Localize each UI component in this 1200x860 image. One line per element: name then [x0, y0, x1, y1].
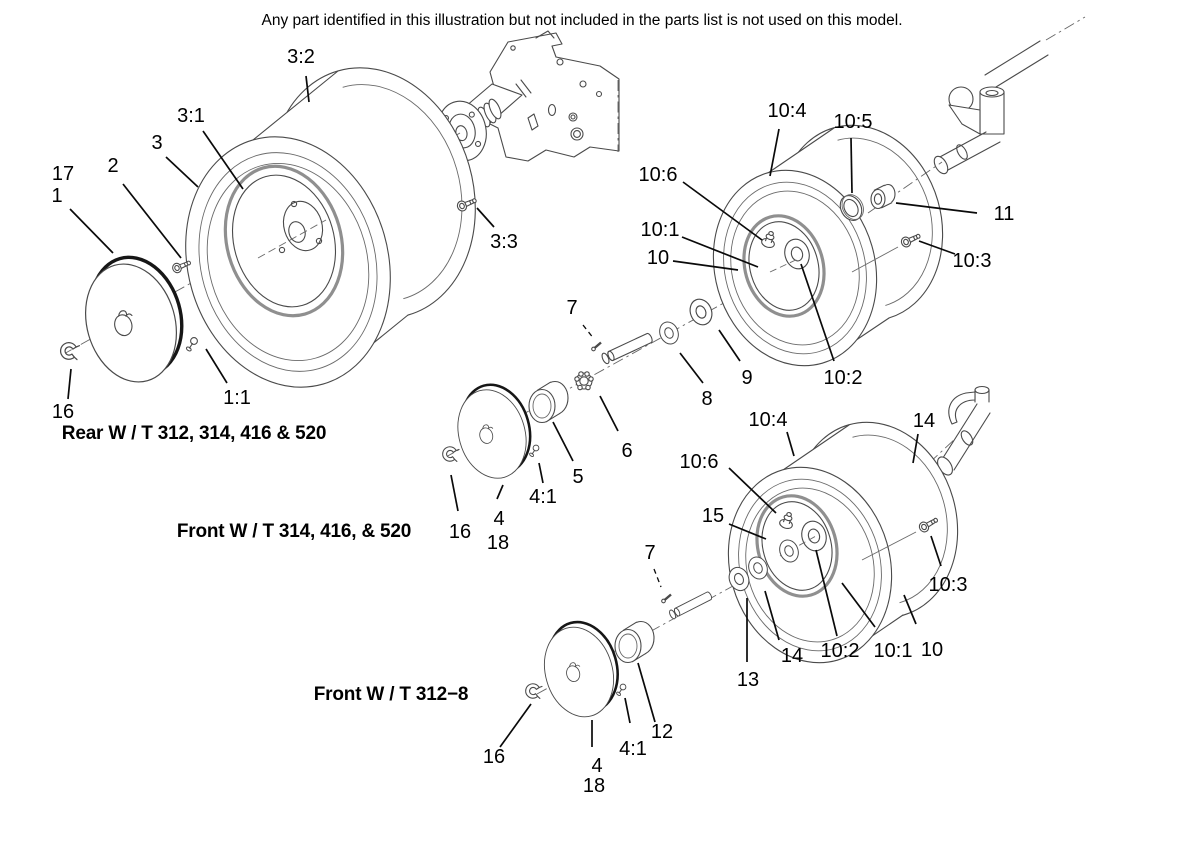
mid-valve-stem	[529, 445, 539, 457]
bottom-hub-cap	[615, 622, 654, 663]
b312-part-label-4-1: 4:1	[619, 738, 647, 760]
bottom-retaining-clip	[525, 683, 543, 700]
b312-part-label-13: 13	[736, 669, 760, 691]
rear-part-label-16: 16	[51, 401, 75, 423]
bottom-cotter-pin	[662, 595, 671, 603]
b312-part-label-10-6: 10:6	[679, 451, 719, 473]
section-caption-front-mid: Front W / T 314, 416, & 520	[176, 521, 412, 542]
b312-part-label-10-4: 10:4	[748, 409, 788, 431]
mid-part-label-10-2: 10:2	[823, 367, 863, 389]
bottom-axle-tube	[668, 591, 713, 620]
mid-washer-9	[686, 296, 715, 328]
b312-part-label-15: 15	[701, 505, 725, 527]
mid-part-label-4: 4	[493, 508, 505, 530]
mid-part-label-5: 5	[572, 466, 584, 488]
mid-part-label-10-4: 10:4	[767, 100, 807, 122]
b312-part-label-14: 14	[780, 645, 804, 667]
b312-part-label-16: 16	[482, 746, 506, 768]
mid-part-label-10-3: 10:3	[952, 250, 992, 272]
mid-wheel-half-disc	[447, 377, 541, 487]
rear-part-label-3: 3	[151, 132, 163, 154]
section-caption-rear: Rear W / T 312, 314, 416 & 520	[61, 423, 327, 444]
mid-part-label-8: 8	[701, 388, 713, 410]
b312-part-label-10-1: 10:1	[873, 640, 913, 662]
rear-part-label-1: 1	[51, 185, 63, 207]
rear-part-label-17: 17	[51, 163, 75, 185]
mid-washer-8	[656, 319, 681, 347]
front-caster-assembly-312	[500, 387, 990, 748]
mid-part-label-10: 10	[646, 247, 670, 269]
mid-part-label-6: 6	[621, 440, 633, 462]
mid-part-label-16: 16	[448, 521, 472, 543]
mid-bearing	[575, 372, 593, 390]
mid-part-label-7: 7	[566, 297, 578, 319]
mid-part-label-18: 18	[486, 532, 510, 554]
rear-tire-drawing	[157, 43, 504, 411]
b312-part-label-10-2: 10:2	[820, 640, 860, 662]
b312-part-label-12: 12	[650, 721, 674, 743]
b312-part-label-10-3: 10:3	[928, 574, 968, 596]
b312-part-label-7: 7	[644, 542, 656, 564]
mid-hub-cap	[529, 382, 568, 423]
rear-wheel-assembly	[59, 31, 619, 412]
mid-part-label-9: 9	[741, 367, 753, 389]
rear-part-label-2: 2	[107, 155, 119, 177]
mid-axle-tube	[601, 332, 654, 365]
rear-part-label-3-2: 3:2	[287, 46, 315, 68]
section-caption-front-312: Front W / T 312−8	[313, 684, 469, 705]
b312-part-label-10: 10	[920, 639, 944, 661]
mid-part-label-4-1: 4:1	[529, 486, 557, 508]
disclaimer-note: Any part identified in this illustration but not included in the parts list is not used on this model.	[261, 12, 903, 29]
mid-part-label-10-5: 10:5	[833, 111, 873, 133]
mid-part-label-10-6: 10:6	[638, 164, 678, 186]
mid-cotter-pin	[592, 343, 601, 351]
bottom-caster-fork-drawing	[935, 387, 990, 478]
mid-part-label-10-1: 10:1	[640, 219, 680, 241]
rear-part-label-3-1: 3:1	[177, 105, 205, 127]
b312-part-label-14-top: 14	[912, 410, 936, 432]
rear-part-label-3-3: 3:3	[490, 231, 518, 253]
bottom-wheel-half-disc	[533, 614, 629, 725]
mid-caster-fork-drawing	[931, 17, 1085, 176]
b312-part-label-4: 4	[591, 755, 603, 777]
rear-valve-stem	[186, 338, 198, 352]
b312-part-label-18: 18	[582, 775, 606, 797]
mid-part-label-11: 11	[993, 203, 1015, 225]
rear-part-label-1-1: 1:1	[223, 387, 251, 409]
